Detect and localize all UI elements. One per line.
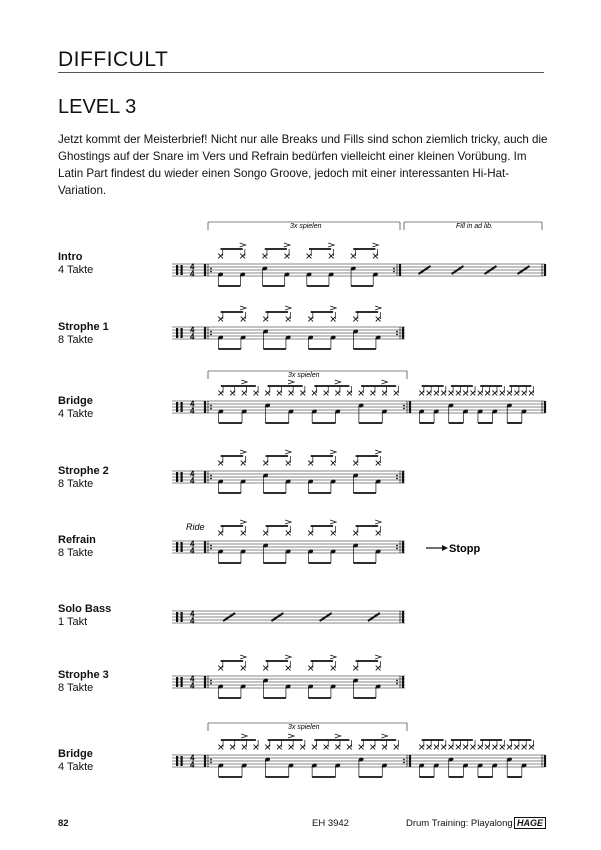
percussion-clef — [176, 756, 178, 766]
time-signature-bottom: 4 — [190, 760, 195, 770]
percussion-clef — [181, 472, 183, 482]
percussion-clef — [176, 542, 178, 552]
edition-code: EH 3942 — [312, 818, 349, 829]
time-signature-top: 4 — [190, 325, 195, 335]
repeat-dot — [210, 405, 212, 407]
time-signature-bottom: 4 — [190, 546, 195, 556]
repeat-dot — [396, 334, 398, 336]
accent-mark — [241, 380, 247, 384]
accent-mark — [375, 306, 381, 310]
level-title: LEVEL 3 — [58, 96, 137, 118]
section-length: 8 Takte — [58, 478, 94, 490]
section-length: 4 Takte — [58, 264, 94, 276]
percussion-clef — [176, 472, 178, 482]
percussion-clef — [181, 677, 183, 687]
repeat-dot — [396, 478, 398, 480]
repeat-dot — [403, 759, 405, 761]
repeat-dot — [210, 334, 212, 336]
section-length: 4 Takte — [58, 761, 94, 773]
section-name: Solo Bass — [58, 603, 112, 615]
accent-mark — [285, 450, 291, 454]
repeat-dot — [210, 762, 212, 764]
time-signature-bottom: 4 — [190, 332, 195, 342]
repeat-dot — [210, 475, 212, 477]
section-name: Refrain — [58, 534, 96, 546]
repeat-dot — [403, 408, 405, 410]
page-footer — [58, 818, 544, 832]
time-signature-top: 4 — [190, 399, 195, 409]
section-name: Strophe 1 — [58, 321, 109, 333]
accent-mark — [240, 243, 246, 247]
accent-mark — [330, 450, 336, 454]
accent-mark — [285, 306, 291, 310]
accent-mark — [335, 734, 341, 738]
section-name: Strophe 2 — [58, 465, 109, 477]
percussion-clef — [176, 677, 178, 687]
percussion-clef — [176, 265, 178, 275]
repeat-dot — [210, 408, 212, 410]
percussion-clef — [181, 542, 183, 552]
section-name: Intro — [58, 251, 83, 263]
repeat-dot — [403, 762, 405, 764]
time-signature-top: 4 — [190, 262, 195, 272]
accent-mark — [330, 655, 336, 659]
accent-mark — [375, 655, 381, 659]
repeat-dot — [396, 680, 398, 682]
accent-mark — [288, 380, 294, 384]
accent-mark — [381, 734, 387, 738]
section-length: 8 Takte — [58, 682, 94, 694]
section-name: Bridge — [58, 748, 93, 760]
accent-mark — [330, 306, 336, 310]
time-signature-top: 4 — [190, 674, 195, 684]
repeat-dot — [396, 331, 398, 333]
fill-instruction: Fill in ad lib. — [456, 223, 493, 230]
accent-mark — [375, 520, 381, 524]
section-title: DIFFICULT — [58, 48, 169, 71]
accent-mark — [285, 655, 291, 659]
repeat-dot — [396, 545, 398, 547]
section-name: Strophe 3 — [58, 669, 109, 681]
repeat-dot — [210, 548, 212, 550]
section-length: 4 Takte — [58, 408, 94, 420]
accent-mark — [285, 520, 291, 524]
time-signature-top: 4 — [190, 753, 195, 763]
repeat-dot — [210, 683, 212, 685]
stop-arrow-icon — [442, 545, 448, 551]
repeat-dot — [210, 759, 212, 761]
repeat-dot — [403, 405, 405, 407]
intro-paragraph: Jetzt kommt der Meisterbrief! Nicht nur alle Breaks und Fills sind schon ziemlich tricky, auch die Ghostings auf der Snare im Vers und Refrain bedürfen vielleicht einer kleinen Vorübung. Im Latin Part findest du wieder einen Songo Groove, jedoch mit einer interessanten Hi-Hat-Variation. — [58, 133, 548, 197]
stop-label: Stopp — [449, 543, 481, 555]
time-signature-bottom: 4 — [190, 681, 195, 691]
staff-systems — [172, 222, 545, 777]
percussion-clef — [181, 402, 183, 412]
time-signature-bottom: 4 — [190, 406, 195, 416]
accent-mark — [375, 450, 381, 454]
repeat-dot — [210, 271, 212, 273]
time-signature-bottom: 4 — [190, 269, 195, 279]
repeat-dot — [210, 680, 212, 682]
repeat-instruction-bridge-2: 3x spielen — [288, 724, 320, 731]
repeat-dot — [210, 545, 212, 547]
section-length: 1 Takt — [58, 616, 88, 628]
repeat-dot — [210, 331, 212, 333]
repeat-dot — [393, 271, 395, 273]
accent-mark — [328, 243, 334, 247]
accent-mark — [240, 655, 246, 659]
repeat-dot — [210, 268, 212, 270]
accent-mark — [284, 243, 290, 247]
book-series: Drum Training: Playalong — [406, 818, 513, 829]
repeat-dot — [210, 478, 212, 480]
time-signature-top: 4 — [190, 539, 195, 549]
repeat-dot — [396, 548, 398, 550]
percussion-clef — [176, 328, 178, 338]
repeat-instruction-intro: 3x spielen — [290, 223, 322, 230]
repeat-dot — [396, 475, 398, 477]
accent-mark — [330, 520, 336, 524]
accent-mark — [381, 380, 387, 384]
percussion-clef — [176, 612, 178, 622]
time-signature-bottom: 4 — [190, 476, 195, 486]
repeat-dot — [396, 683, 398, 685]
accent-mark — [372, 243, 378, 247]
time-signature-top: 4 — [190, 609, 195, 619]
section-length: 8 Takte — [58, 334, 94, 346]
accent-mark — [335, 380, 341, 384]
percussion-clef — [181, 612, 183, 622]
repeat-instruction-bridge: 3x spielen — [288, 372, 320, 379]
percussion-clef — [181, 756, 183, 766]
accent-mark — [288, 734, 294, 738]
page-number: 82 — [58, 818, 69, 829]
section-name: Bridge — [58, 395, 93, 407]
percussion-clef — [176, 402, 178, 412]
section-length: 8 Takte — [58, 547, 94, 559]
repeat-dot — [393, 268, 395, 270]
percussion-clef — [181, 265, 183, 275]
accent-mark — [240, 450, 246, 454]
accent-mark — [240, 520, 246, 524]
ride-label: Ride — [186, 522, 205, 532]
time-signature-bottom: 4 — [190, 616, 195, 626]
publisher-logo: HAGE — [514, 817, 546, 829]
percussion-clef — [181, 328, 183, 338]
accent-mark — [241, 734, 247, 738]
time-signature-top: 4 — [190, 469, 195, 479]
accent-mark — [240, 306, 246, 310]
